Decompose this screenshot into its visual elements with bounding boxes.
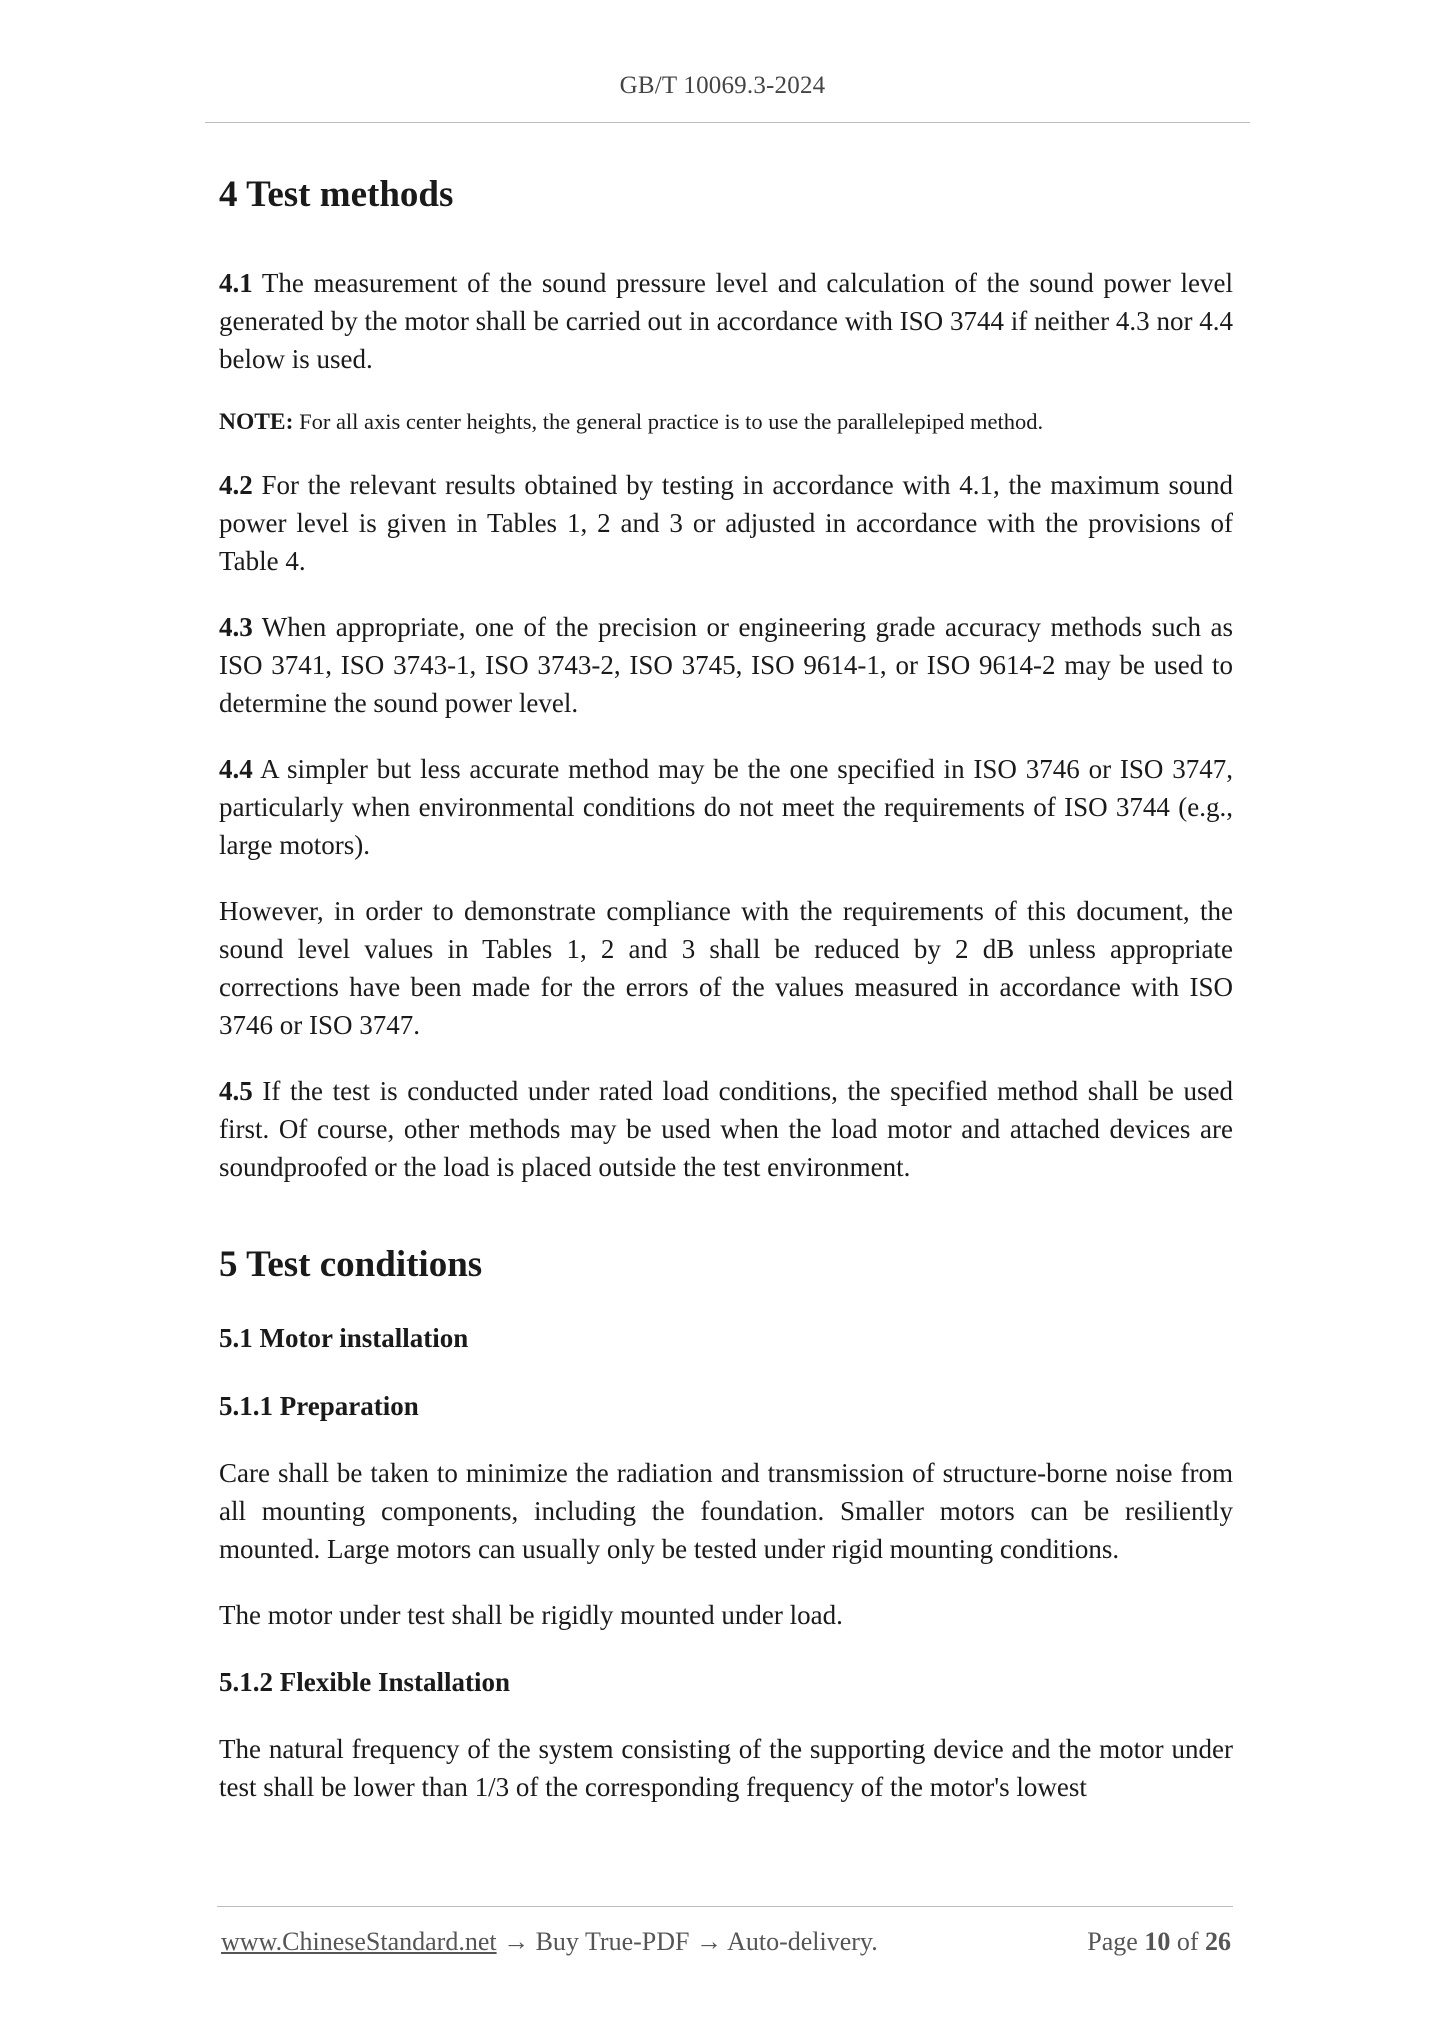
- clause-text: A simpler but less accurate method may be the one specified in ISO 3746 or ISO 3747, particularly when environmental conditions do not meet the requirements of ISO 3744 (e.g., large motors).: [219, 754, 1233, 860]
- auto-delivery-text: Auto-delivery.: [722, 1927, 878, 1956]
- current-page: 10: [1144, 1927, 1171, 1956]
- footer-promo: [221, 1927, 878, 1957]
- page-footer: [221, 1927, 1231, 1963]
- doc-id: GB/T 10069.3-2024: [619, 72, 826, 99]
- section-5-heading: 5 Test conditions: [219, 1244, 483, 1285]
- paragraph-4-2: [219, 466, 1233, 580]
- note: [219, 403, 1233, 441]
- website-link[interactable]: www.ChineseStandard.net: [221, 1927, 497, 1956]
- subsection-5-1-1-heading: 5.1.1 Preparation: [219, 1391, 419, 1421]
- clause-number: 4.1: [219, 268, 253, 298]
- clause-text: The measurement of the sound pressure level and calculation of the sound power level generated by the motor shall be carried out in accordance with ISO 3744 if neither 4.3 nor 4.4 below is used.: [219, 268, 1233, 374]
- clause-text: If the test is conducted under rated load conditions, the specified method shall be used first. Of course, other methods may be used when the load motor and attached devices are soundproofed or the load is placed outside the test environment.: [219, 1076, 1233, 1182]
- page-content: [219, 168, 1233, 1806]
- page-label: Page: [1087, 1927, 1145, 1956]
- subsection-5-1-2-heading: 5.1.2 Flexible Installation: [219, 1667, 511, 1697]
- paragraph-5-1-1-a: Care shall be taken to minimize the radiation and transmission of structure-borne noise from all mounting components, including the foundation. Smaller motors can be resiliently mounted. Large motors can usually only be tested under rigid mounting conditions.: [219, 1458, 1233, 1564]
- footer-divider: [217, 1906, 1233, 1907]
- paragraph-4-4: [219, 750, 1233, 864]
- paragraph-4-5: [219, 1072, 1233, 1186]
- clause-number: 4.3: [219, 612, 253, 642]
- arrow-right-icon: →: [696, 1927, 722, 1956]
- paragraph-5-1-1-b: The motor under test shall be rigidly mounted under load.: [219, 1600, 843, 1630]
- note-text: For all axis center heights, the general practice is to use the parallelepiped method.: [293, 409, 1044, 434]
- page-number: [1087, 1927, 1231, 1957]
- paragraph-5-1-2: The natural frequency of the system consisting of the supporting device and the motor under test shall be lower than 1/3 of the corresponding frequency of the motor's lowest: [219, 1734, 1233, 1802]
- buy-true-pdf-text: Buy True-PDF: [529, 1927, 696, 1956]
- paragraph-4-1: [219, 264, 1233, 378]
- arrow-right-icon: →: [503, 1927, 530, 1956]
- note-label: NOTE:: [219, 409, 294, 435]
- clause-number: 4.2: [219, 470, 253, 500]
- document-header: [0, 72, 1445, 100]
- section-4-heading: 4 Test methods: [219, 174, 454, 215]
- paragraph-4-3: [219, 608, 1233, 722]
- total-pages: 26: [1205, 1927, 1231, 1956]
- clause-text: When appropriate, one of the precision or engineering grade accuracy methods such as ISO 3741, ISO 3743-1, ISO 3743-2, ISO 3745, ISO 9614-1, or ISO 9614-2 may be used to determine the sound power level.: [219, 612, 1233, 718]
- clause-text: For the relevant results obtained by testing in accordance with 4.1, the maximum sound power level is given in Tables 1, 2 and 3 or adjusted in accordance with the provisions of Table 4.: [219, 470, 1233, 576]
- header-divider: [205, 122, 1250, 123]
- paragraph-4-4-continued: However, in order to demonstrate compliance with the requirements of this document, the sound level values in Tables 1, 2 and 3 shall be reduced by 2 dB unless appropriate corrections have been made for the errors of the values measured in accordance with ISO 3746 or ISO 3747.: [219, 896, 1233, 1040]
- of-label: of: [1170, 1927, 1205, 1956]
- subsection-5-1-heading: 5.1 Motor installation: [219, 1323, 469, 1353]
- clause-number: 4.5: [219, 1076, 253, 1106]
- clause-number: 4.4: [219, 754, 253, 784]
